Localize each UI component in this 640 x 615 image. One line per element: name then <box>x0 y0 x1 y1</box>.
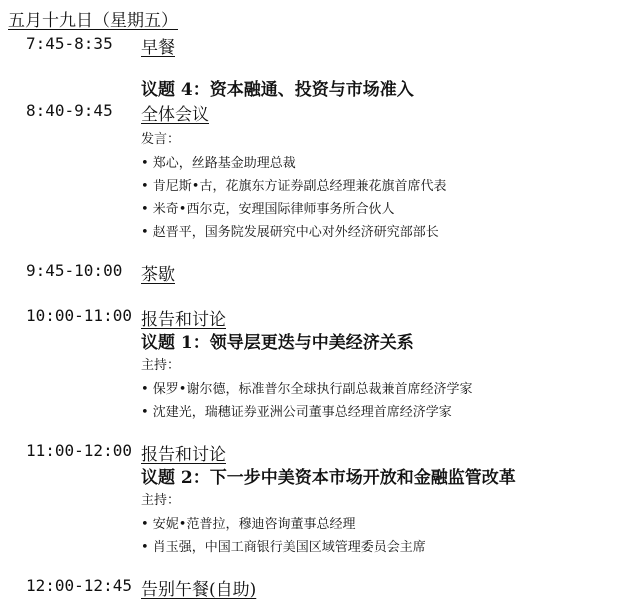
session1-speaker-1: • 保罗•谢尔德，标准普尔全球执行副总裁兼首席经济学家 <box>141 382 473 397</box>
plenary-speaker-4: • 赵晋平，国务院发展研究中心对外经济研究部部长 <box>141 225 439 240</box>
lunch-title: 告别午餐(自助) <box>141 580 257 600</box>
tea-title: 茶歇 <box>141 265 175 285</box>
breakfast-time: 7:45-8:35 <box>26 34 113 53</box>
date-header: 五月十九日（星期五） <box>8 11 178 31</box>
tea-time: 9:45-10:00 <box>26 261 123 280</box>
lunch-time: 12:00-12:45 <box>26 576 132 595</box>
session1-title: 报告和讨论 <box>141 310 226 330</box>
plenary-time: 8:40-9:45 <box>26 101 113 120</box>
session1-speaker-2: • 沈建光，瑞穗证券亚洲公司董事总经理首席经济学家 <box>141 405 452 420</box>
plenary-topic: 议题 4：资本融通、投资与市场准入 <box>141 80 414 100</box>
plenary-speaker-2: • 肯尼斯•古，花旗东方证券副总经理兼花旗首席代表 <box>141 179 447 194</box>
session1-topic: 议题 1：领导层更迭与中美经济关系 <box>141 333 414 353</box>
session2-speaker-1: • 安妮•范普拉，穆迪咨询董事总经理 <box>141 517 356 532</box>
plenary-speaker-1: • 郑心，丝路基金助理总裁 <box>141 156 296 171</box>
session2-title: 报告和讨论 <box>141 445 226 465</box>
session2-time: 11:00-12:00 <box>26 441 132 460</box>
session2-topic: 议题 2：下一步中美资本市场开放和金融监管改革 <box>141 468 516 488</box>
plenary-speaker-3: • 米奇•西尔克，安理国际律师事务所合伙人 <box>141 202 395 217</box>
plenary-role-label: 发言： <box>141 132 181 147</box>
session1-role-label: 主持： <box>141 358 181 373</box>
session2-role-label: 主持： <box>141 493 181 508</box>
session2-speaker-2: • 肖玉强，中国工商银行美国区域管理委员会主席 <box>141 540 426 555</box>
session1-time: 10:00-11:00 <box>26 306 132 325</box>
breakfast-title: 早餐 <box>141 38 175 58</box>
plenary-title: 全体会议 <box>141 105 209 125</box>
